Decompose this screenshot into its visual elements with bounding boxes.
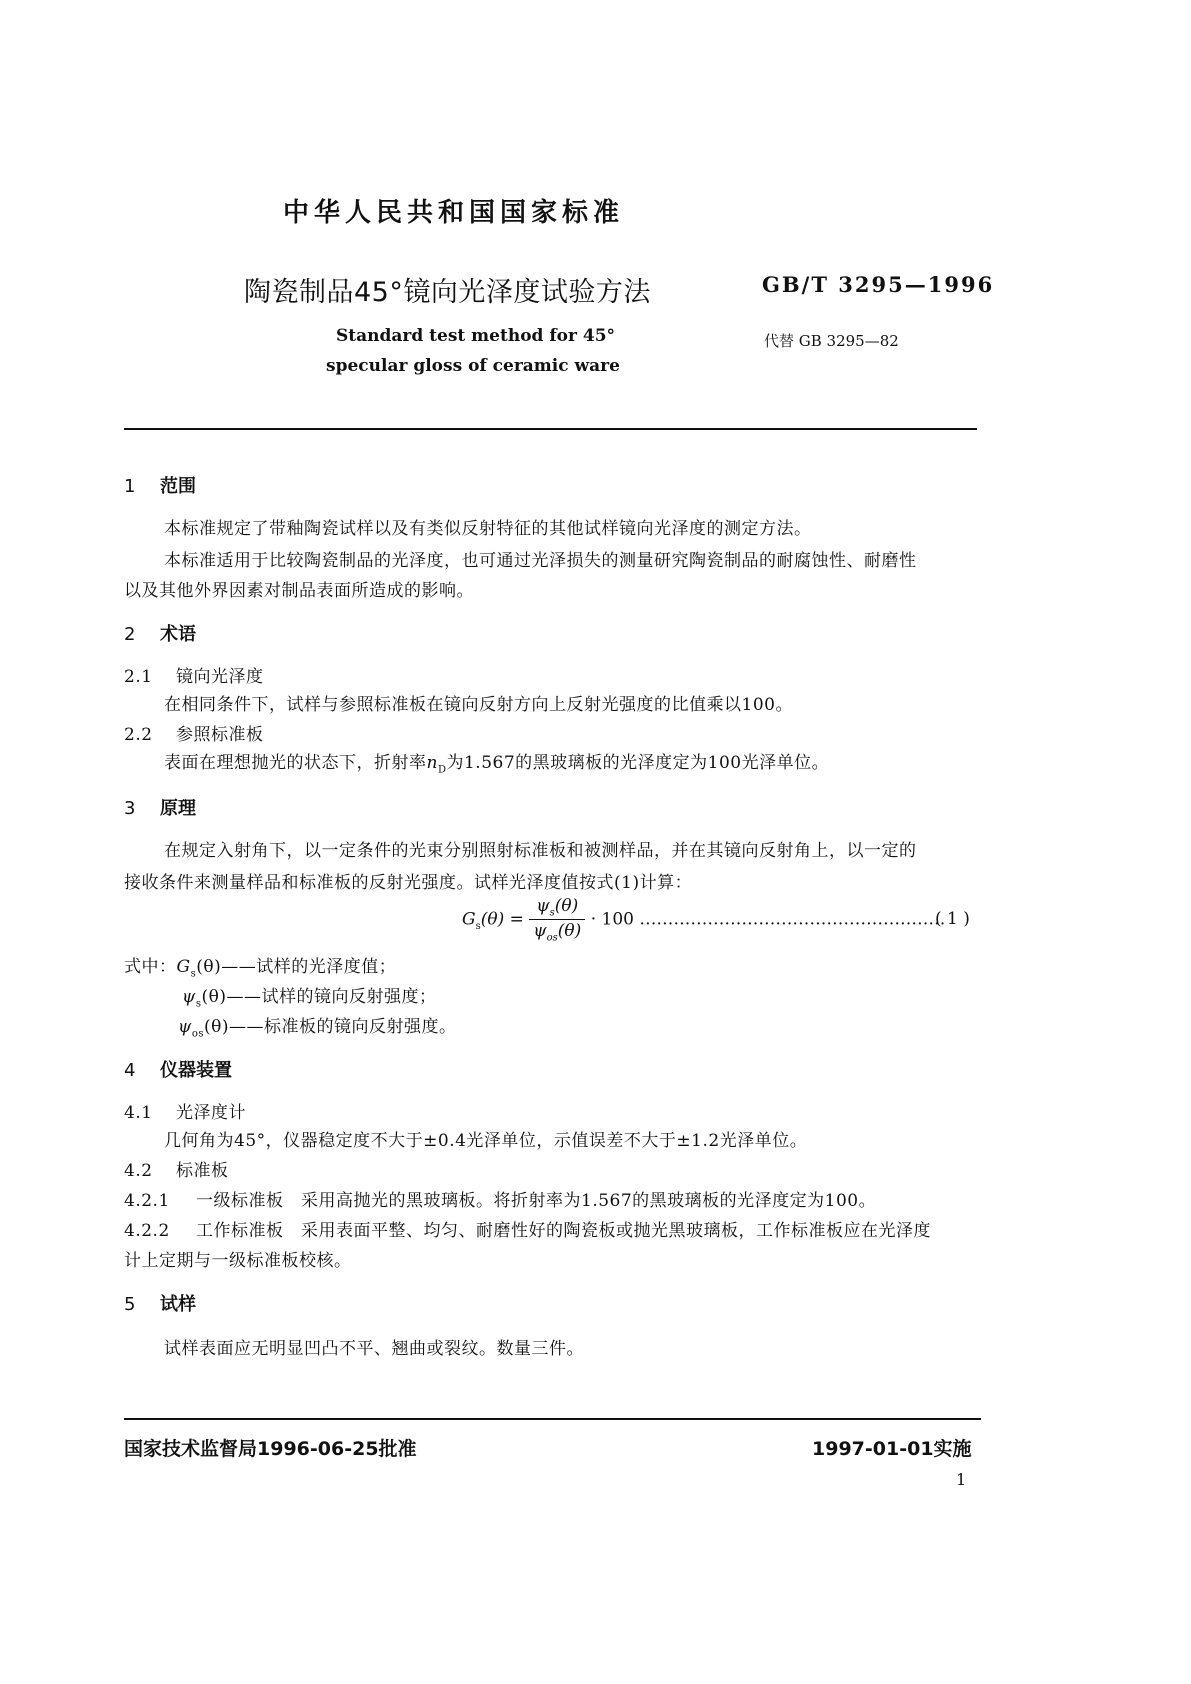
subsection-number: 4.2 (124, 1161, 153, 1181)
subsection-title: 标准板 (176, 1161, 229, 1181)
definition: (θ)——试样的光泽度值； (196, 957, 397, 977)
section-title: 原理 (160, 798, 196, 819)
national-standard-heading: 中华人民共和国国家标准 (283, 198, 625, 228)
section-5-heading (124, 1290, 196, 1316)
english-title-line-2: specular gloss of ceramic ware (326, 356, 620, 376)
approval-note: 国家技术监督局1996-06-25批准 (124, 1438, 417, 1460)
where-line-2 (182, 982, 436, 1009)
numerator-subscript: s (549, 907, 555, 919)
subsection-title: 光泽度计 (176, 1103, 246, 1123)
formula-lhs-arg: (θ) = (480, 909, 524, 930)
footer-divider (124, 1418, 981, 1420)
denominator-subscript: os (546, 932, 558, 944)
subsection-4-1-heading (124, 1098, 246, 1123)
document-title: 陶瓷制品45°镜向光泽度试验方法 (244, 277, 651, 308)
paragraph-continuation: 以及其他外界因素对制品表面所造成的影响。 (124, 581, 474, 601)
paragraph: 试样表面应无明显凹凸不平、翘曲或裂纹。数量三件。 (164, 1339, 584, 1359)
where-line-1 (124, 952, 396, 979)
subsection-title: 参照标准板 (176, 725, 264, 745)
section-4-heading (124, 1056, 232, 1082)
paragraph-continuation: 接收条件来测量样品和标准板的反射光强度。试样光泽度值按式(1)计算： (124, 873, 693, 893)
subsection-text: 一级标准板 采用高抛光的黑玻璃板。将折射率为1.567的黑玻璃板的光泽度定为100。 (196, 1191, 877, 1211)
paragraph: 本标准适用于比较陶瓷制品的光泽度，也可通过光泽损失的测量研究陶瓷制品的耐腐蚀性、耐磨性 (164, 551, 917, 571)
symbol: ψ (178, 1017, 192, 1037)
symbol-subscript: s (195, 998, 202, 1010)
paragraph-continuation: 计上定期与一级标准板校核。 (124, 1251, 352, 1271)
paragraph: 在规定入射角下，以一定条件的光束分别照射标准板和被测样品，并在其镜向反射角上，以一定的 (164, 841, 917, 861)
section-number: 3 (124, 798, 136, 819)
paragraph: 本标准规定了带釉陶瓷试样以及有类似反射特征的其他试样镜向光泽度的测定方法。 (164, 519, 812, 539)
subsection-number: 4.2.2 (124, 1221, 170, 1241)
denominator-symbol: ψ (533, 921, 547, 942)
subsection-text: 工作标准板 采用表面平整、均匀、耐磨性好的陶瓷板或抛光黑玻璃板，工作标准板应在光泽度 (196, 1221, 931, 1241)
subsection-number: 4.1 (124, 1103, 153, 1123)
subsection-4-2-1 (124, 1186, 876, 1211)
subsection-2-1-heading (124, 662, 264, 687)
formula-subscript: s (475, 920, 481, 932)
where-line-3 (178, 1012, 457, 1039)
section-title: 范围 (160, 476, 196, 497)
section-3-heading (124, 794, 196, 820)
numerator-symbol: ψ (536, 896, 550, 916)
subsection-4-2-2 (124, 1216, 931, 1241)
standard-code: GB/T 3295—1996 (762, 272, 995, 297)
definition: (θ)——标准板的镜向反射强度。 (204, 1017, 457, 1037)
subsection-number: 2.2 (124, 725, 153, 745)
refractive-index-symbol: n (426, 753, 438, 773)
section-title: 术语 (160, 624, 196, 645)
symbol-subscript: D (437, 764, 447, 776)
formula-numerator (529, 896, 585, 920)
replaces-note: 代替 GB 3295—82 (764, 332, 899, 350)
formula-denominator (529, 920, 585, 943)
symbol-subscript: s (190, 968, 197, 980)
paragraph: 几何角为45°，仪器稳定度不大于±0.4光泽单位，示值误差不大于±1.2光泽单位。 (164, 1131, 808, 1151)
equation-number: ( 1 ) (935, 909, 970, 929)
text-run: 表面在理想抛光的状态下，折射率 (164, 753, 427, 773)
section-number: 5 (124, 1294, 136, 1315)
formula-fraction (529, 896, 585, 944)
subsection-4-2-heading (124, 1156, 229, 1181)
section-number: 1 (124, 476, 136, 497)
section-number: 4 (124, 1060, 136, 1081)
where-label: 式中： (124, 957, 177, 977)
text-run: 为1.567的黑玻璃板的光泽度定为100光泽单位。 (446, 753, 830, 773)
subsection-number: 2.1 (124, 667, 153, 687)
denominator-arg: (θ) (557, 921, 582, 942)
header-divider (124, 428, 977, 430)
page-number: 1 (956, 1470, 967, 1489)
section-title: 仪器装置 (160, 1060, 232, 1081)
symbol: G (176, 957, 191, 977)
english-title-line-1: Standard test method for 45° (336, 326, 616, 346)
section-2-heading (124, 620, 196, 646)
paragraph: 在相同条件下，试样与参照标准板在镜向反射方向上反射光强度的比值乘以100。 (164, 695, 793, 715)
formula-lhs-symbol: G (462, 909, 476, 930)
numerator-arg: (θ) (554, 896, 579, 916)
effective-date: 1997-01-01实施 (812, 1438, 972, 1460)
symbol: ψ (182, 987, 196, 1007)
symbol-subscript: os (191, 1028, 204, 1040)
formula-1 (462, 896, 945, 944)
formula-tail: · 100 ……………………………………………… (590, 909, 946, 930)
paragraph (164, 748, 829, 775)
section-1-heading (124, 472, 196, 498)
section-title: 试样 (160, 1294, 196, 1315)
subsection-number: 4.2.1 (124, 1191, 170, 1211)
subsection-2-2-heading (124, 720, 264, 745)
section-number: 2 (124, 624, 136, 645)
subsection-title: 镜向光泽度 (176, 667, 264, 687)
definition: (θ)——试样的镜向反射强度； (201, 987, 437, 1007)
